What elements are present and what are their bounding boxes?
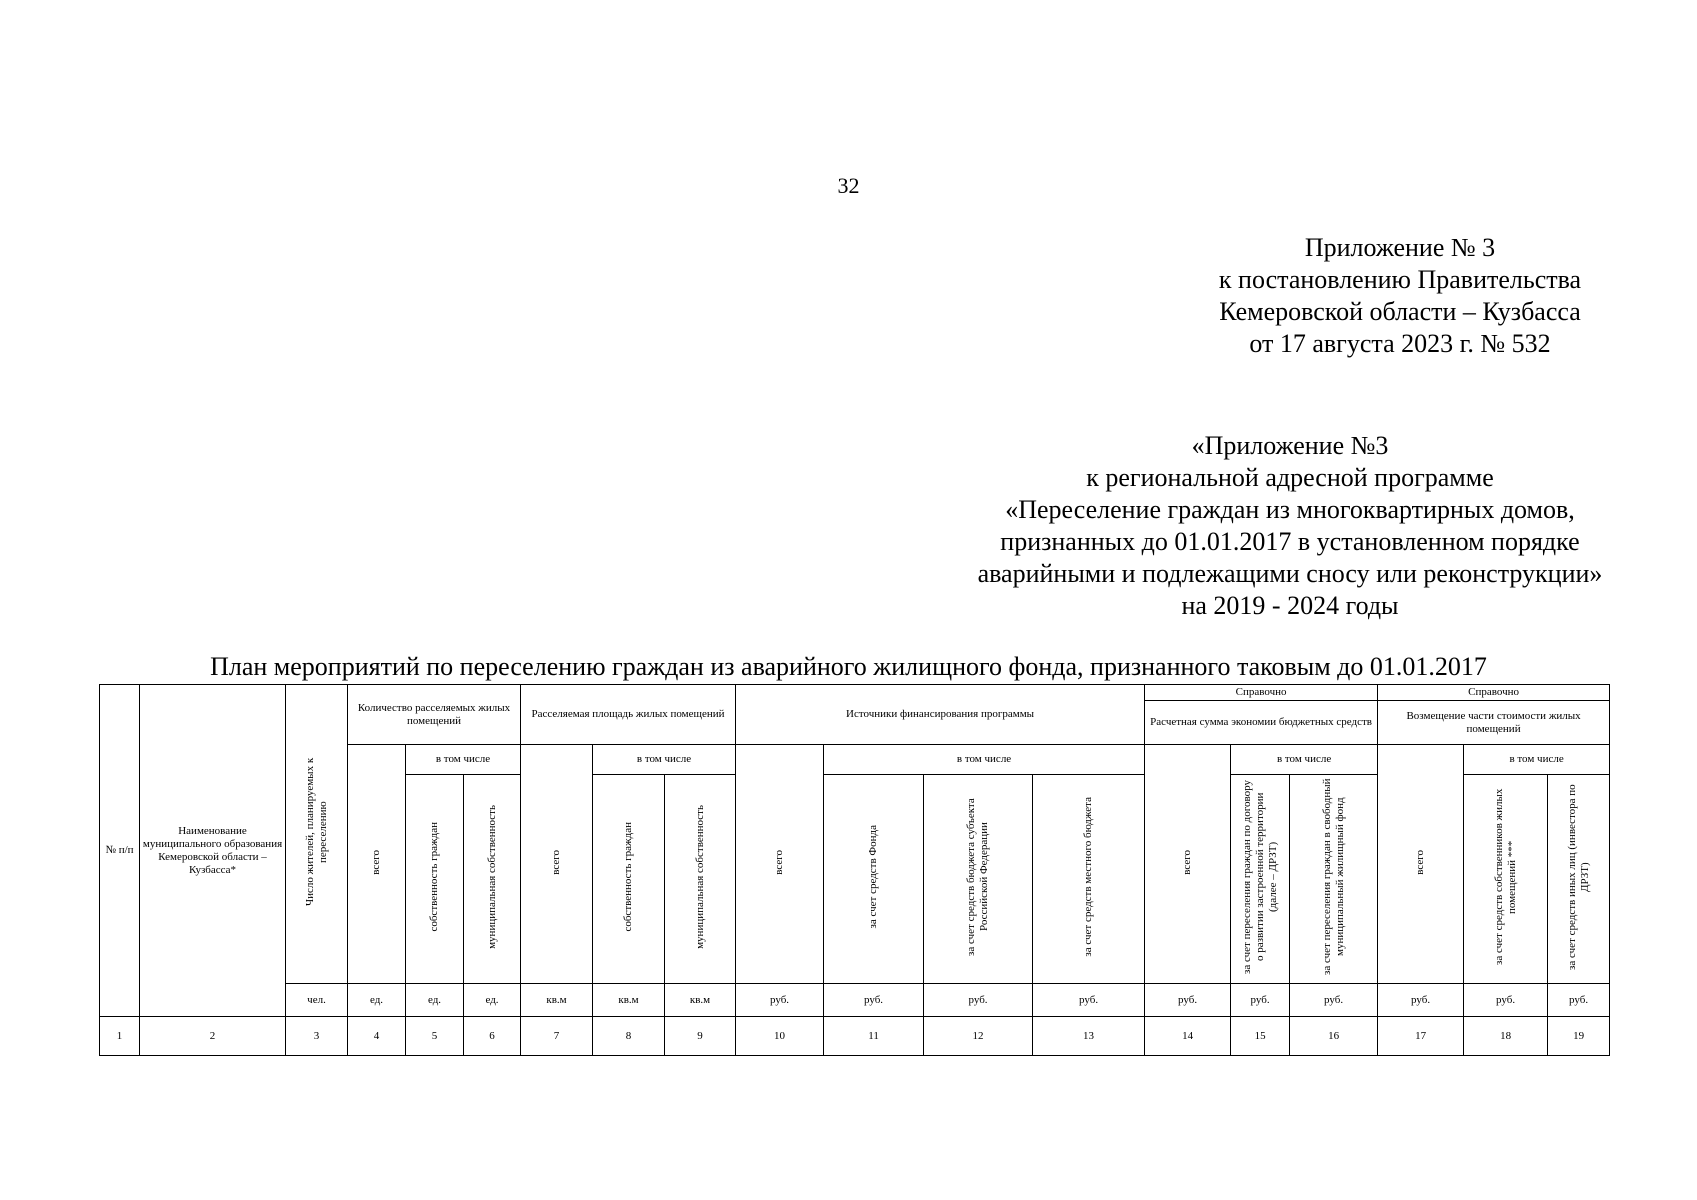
header-savings-including: в том числе	[1231, 745, 1378, 775]
header-funding-total-label: всего	[773, 849, 786, 875]
column-number: 5	[406, 1017, 464, 1056]
appendix-line: к постановлению Правительства	[1218, 265, 1582, 294]
unit-cell: руб.	[924, 984, 1033, 1017]
appendix-line: Кемеровской области – Кузбасса	[1219, 297, 1581, 326]
header-fund-label: за счет средств Фонда	[867, 825, 880, 929]
appendix-header	[1120, 232, 1680, 360]
column-number: 10	[736, 1017, 824, 1056]
unit-cell: руб.	[1033, 984, 1145, 1017]
column-number: 18	[1464, 1017, 1548, 1056]
program-header	[900, 430, 1680, 622]
header-area-total	[521, 745, 593, 984]
header-compensation-total-label: всего	[1414, 849, 1427, 875]
header-num: № п/п	[100, 685, 140, 1017]
header-reference-savings: Справочно	[1145, 685, 1378, 701]
column-number: 7	[521, 1017, 593, 1056]
unit-cell: кв.м	[593, 984, 665, 1017]
header-fund	[824, 775, 924, 984]
header-reference-compensation: Справочно	[1378, 685, 1610, 701]
header-local-budget	[1033, 775, 1145, 984]
header-area-municipal	[665, 775, 736, 984]
unit-cell: руб.	[824, 984, 924, 1017]
header-local-budget-label: за счет средств местного бюджета	[1082, 797, 1095, 957]
unit-cell: руб.	[1231, 984, 1290, 1017]
header-municipality: Наименование муниципального образования Кемеровской области – Кузбасса*	[140, 685, 286, 1017]
column-number: 2	[140, 1017, 286, 1056]
header-free-fund	[1290, 775, 1378, 984]
unit-cell: руб.	[1145, 984, 1231, 1017]
header-residents	[286, 685, 348, 984]
unit-cell: ед.	[348, 984, 406, 1017]
header-rooms-total	[348, 745, 406, 984]
column-number: 6	[464, 1017, 521, 1056]
header-drzt-label: за счет переселения граждан по договору о развитии застроенной территории (далее – ДРЗТ)	[1240, 780, 1279, 974]
header-savings-total	[1145, 745, 1231, 984]
header-rooms-citizens	[406, 775, 464, 984]
header-regional-budget	[924, 775, 1033, 984]
program-line: на 2019 - 2024 годы	[1181, 591, 1399, 620]
appendix-line: от 17 августа 2023 г. № 532	[1249, 329, 1551, 358]
header-rooms-count: Количество расселяемых жилых помещений	[348, 685, 521, 745]
column-number: 14	[1145, 1017, 1231, 1056]
column-number: 11	[824, 1017, 924, 1056]
unit-cell: руб.	[1378, 984, 1464, 1017]
program-line: «Переселение граждан из многоквартирных домов,	[1005, 495, 1575, 524]
header-funding: Источники финансирования программы	[736, 685, 1145, 745]
table-title: План мероприятий по переселению граждан из аварийного жилищного фонда, признанного таковым до 01.01.2017	[210, 652, 1487, 681]
column-number: 12	[924, 1017, 1033, 1056]
program-line: «Приложение №3	[1191, 431, 1389, 460]
unit-cell: ед.	[464, 984, 521, 1017]
column-number: 1	[100, 1017, 140, 1056]
header-area-total-label: всего	[550, 849, 563, 875]
program-line: признанных до 01.01.2017 в установленном порядке	[1000, 527, 1580, 556]
column-number: 15	[1231, 1017, 1290, 1056]
program-line: аварийными и подлежащими сносу или реконструкции»	[977, 559, 1603, 588]
header-area-citizens-label: собственность граждан	[622, 822, 635, 932]
header-others-label: за счет средств иных лиц (инвестора по ДРЗТ)	[1565, 784, 1591, 970]
header-compensation-including: в том числе	[1464, 745, 1610, 775]
column-numbers-row	[100, 1017, 1610, 1056]
column-number: 17	[1378, 1017, 1464, 1056]
units-row	[100, 984, 1610, 1017]
unit-cell: руб.	[1548, 984, 1610, 1017]
header-compensation: Возмещение части стоимости жилых помещений	[1378, 701, 1610, 745]
header-rooms-total-label: всего	[370, 849, 382, 875]
header-owners-label: за счет средств собственников жилых помещений ***	[1492, 788, 1518, 966]
header-residents-label: Число жителей, планируемых к переселению	[303, 757, 329, 907]
header-area: Расселяемая площадь жилых помещений	[521, 685, 736, 745]
header-others	[1548, 775, 1610, 984]
header-funding-including: в том числе	[824, 745, 1145, 775]
unit-cell: руб.	[1464, 984, 1548, 1017]
unit-cell: кв.м	[521, 984, 593, 1017]
header-owners	[1464, 775, 1548, 984]
header-rooms-citizens-label: собственность граждан	[428, 822, 440, 932]
header-compensation-total	[1378, 745, 1464, 984]
header-regional-budget-label: за счет средств бюджета субъекта Российской Федерации	[965, 798, 991, 956]
header-rooms-municipal	[464, 775, 521, 984]
column-number: 13	[1033, 1017, 1145, 1056]
unit-cell: ед.	[406, 984, 464, 1017]
unit-cell: чел.	[286, 984, 348, 1017]
header-funding-total	[736, 745, 824, 984]
column-number: 16	[1290, 1017, 1378, 1056]
header-savings: Расчетная сумма экономии бюджетных средств	[1145, 701, 1378, 745]
header-rooms-including: в том числе	[406, 745, 521, 775]
header-rooms-municipal-label: муниципальная собственность	[485, 805, 498, 949]
column-number: 8	[593, 1017, 665, 1056]
appendix-line: Приложение № 3	[1304, 233, 1496, 262]
header-area-including: в том числе	[593, 745, 736, 775]
unit-cell: кв.м	[665, 984, 736, 1017]
page-number: 32	[837, 173, 860, 198]
header-free-fund-label: за счет переселения граждан в свободный муниципальный жилищный фонд	[1320, 778, 1346, 976]
header-savings-total-label: всего	[1181, 849, 1194, 875]
header-area-citizens	[593, 775, 665, 984]
header-drzt	[1231, 775, 1290, 984]
program-line: к региональной адресной программе	[1086, 463, 1494, 492]
column-number: 3	[286, 1017, 348, 1056]
unit-cell: руб.	[736, 984, 824, 1017]
column-number: 4	[348, 1017, 406, 1056]
header-area-municipal-label: муниципальная собственность	[693, 805, 706, 949]
unit-cell: руб.	[1290, 984, 1378, 1017]
resettlement-plan-table	[99, 684, 1610, 1056]
column-number: 19	[1548, 1017, 1610, 1056]
column-number: 9	[665, 1017, 736, 1056]
